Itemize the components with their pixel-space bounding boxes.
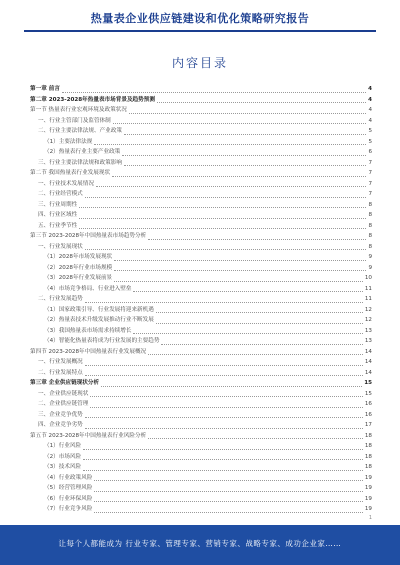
toc-entry[interactable] bbox=[30, 158, 372, 169]
toc-entry[interactable] bbox=[30, 200, 372, 211]
toc-entry[interactable] bbox=[30, 242, 372, 253]
toc-entry[interactable] bbox=[30, 368, 372, 379]
toc-entry-label: （1）2028年市场发展现状 bbox=[30, 252, 113, 263]
toc-entry-label: 第二节 我国热量表行业发展现状 bbox=[30, 168, 111, 179]
toc-entry-label: 二、行业发展趋势 bbox=[30, 294, 84, 305]
toc-entry[interactable] bbox=[30, 273, 372, 284]
toc-leader-dots bbox=[156, 309, 363, 313]
toc-entry-label: 三、企业竞争优势 bbox=[30, 410, 84, 421]
toc-entry[interactable] bbox=[30, 179, 372, 190]
toc-entry[interactable] bbox=[30, 357, 372, 368]
toc-entry-page: 19 bbox=[364, 483, 372, 494]
toc-entry-page: 5 bbox=[367, 126, 372, 137]
toc-entry-label: （3）2028年行业发展前景 bbox=[30, 273, 113, 284]
toc-entry-label: 第三章 企业供应链现状分析 bbox=[30, 378, 100, 389]
toc-entry[interactable] bbox=[30, 126, 372, 137]
toc-leader-dots bbox=[156, 320, 363, 324]
toc-entry[interactable] bbox=[30, 473, 372, 484]
toc-entry-page: 19 bbox=[364, 504, 372, 515]
toc-leader-dots bbox=[113, 120, 367, 124]
toc-entry[interactable] bbox=[30, 399, 372, 410]
toc-entry-label: （7）行业竞争风险 bbox=[30, 504, 93, 515]
toc-entry-page: 5 bbox=[367, 137, 372, 148]
toc-leader-dots bbox=[85, 299, 363, 303]
table-of-contents bbox=[30, 84, 372, 515]
toc-leader-dots bbox=[94, 477, 363, 481]
toc-entry-label: （4）市场竞争格局、行业进入壁垒 bbox=[30, 284, 132, 295]
toc-leader-dots bbox=[83, 467, 363, 471]
toc-chapter-entry[interactable] bbox=[30, 95, 372, 106]
toc-entry-label: （1）主要法律法规 bbox=[30, 137, 93, 148]
toc-entry-label: 第三节 2023-2028年中国热量表市场趋势分析 bbox=[30, 231, 147, 242]
toc-entry-label: （6）行业环保风险 bbox=[30, 494, 93, 505]
toc-entry-page: 4 bbox=[367, 116, 372, 127]
toc-entry-page: 16 bbox=[364, 410, 372, 421]
toc-entry-label: 第二章 2023-2028年热量表市场背景及趋势预测 bbox=[30, 95, 156, 106]
toc-entry[interactable] bbox=[30, 168, 372, 179]
toc-entry-page: 7 bbox=[367, 158, 372, 169]
toc-leader-dots bbox=[161, 341, 362, 345]
toc-leader-dots bbox=[114, 257, 366, 261]
toc-entry-page: 12 bbox=[364, 305, 372, 316]
toc-entry-label: 第五节 2023-2028年中国热量表行业风险分析 bbox=[30, 431, 147, 442]
toc-leader-dots bbox=[79, 225, 366, 229]
toc-leader-dots bbox=[124, 162, 367, 166]
toc-entry-page: 13 bbox=[364, 326, 372, 337]
toc-entry-page: 4 bbox=[367, 84, 372, 95]
toc-entry-label: 二、行业经营模式 bbox=[30, 189, 84, 200]
toc-entry-page: 4 bbox=[367, 105, 372, 116]
toc-entry-label: 三、行业主要法律法规和政策影响 bbox=[30, 158, 123, 169]
toc-leader-dots bbox=[85, 362, 363, 366]
toc-leader-dots bbox=[94, 498, 363, 502]
toc-entry-page: 17 bbox=[364, 420, 372, 431]
toc-entry[interactable] bbox=[30, 452, 372, 463]
toc-leader-dots bbox=[94, 509, 363, 513]
toc-entry-page: 4 bbox=[367, 95, 372, 106]
toc-leader-dots bbox=[101, 383, 362, 387]
header-divider bbox=[24, 30, 376, 32]
toc-leader-dots bbox=[85, 425, 363, 429]
toc-leader-dots bbox=[148, 435, 363, 439]
toc-leader-dots bbox=[148, 351, 363, 355]
toc-leader-dots bbox=[114, 278, 363, 282]
toc-entry-label: 三、行业周期性 bbox=[30, 200, 78, 211]
toc-leader-dots bbox=[85, 414, 363, 418]
footer-slogan: 让每个人都能成为 行业专家、管理专家、营销专家、战略专家、成功企业家…… bbox=[58, 539, 342, 548]
toc-entry[interactable] bbox=[30, 252, 372, 263]
toc-entry-label: 一、行业发展现状 bbox=[30, 242, 84, 253]
toc-entry-page: 15 bbox=[363, 378, 372, 389]
toc-entry[interactable] bbox=[30, 441, 372, 452]
toc-leader-dots bbox=[112, 173, 366, 177]
toc-entry-label: （2）2028年行业市场规模 bbox=[30, 263, 113, 274]
toc-entry-label: （3）技术风险 bbox=[30, 462, 82, 473]
toc-entry-label: 四、行业区域性 bbox=[30, 210, 78, 221]
toc-leader-dots bbox=[122, 152, 366, 156]
toc-entry-label: 第一章 前言 bbox=[30, 84, 61, 95]
toc-entry[interactable] bbox=[30, 326, 372, 337]
toc-leader-dots bbox=[96, 183, 366, 187]
toc-leader-dots bbox=[124, 131, 367, 135]
report-title: 热量表企业供应链建设和优化策略研究报告 bbox=[90, 12, 310, 25]
toc-entry-label: 第一节 热量表行业宏观环境及政策状况 bbox=[30, 105, 128, 116]
footer-banner bbox=[0, 525, 400, 565]
toc-leader-dots bbox=[94, 141, 366, 145]
toc-entry[interactable] bbox=[30, 410, 372, 421]
toc-entry-page: 7 bbox=[367, 189, 372, 200]
toc-entry-label: 四、企业竞争劣势 bbox=[30, 420, 84, 431]
toc-leader-dots bbox=[85, 246, 367, 250]
toc-entry[interactable] bbox=[30, 483, 372, 494]
toc-entry-page: 14 bbox=[364, 347, 372, 358]
toc-entry-label: 第四节 2023-2028年中国热量表行业发展概况 bbox=[30, 347, 147, 358]
toc-entry-label: 一、行业发展概况 bbox=[30, 357, 84, 368]
toc-entry-page: 8 bbox=[367, 221, 372, 232]
toc-entry[interactable] bbox=[30, 294, 372, 305]
toc-entry-page: 14 bbox=[364, 368, 372, 379]
toc-entry-label: 二、企业供应链管理 bbox=[30, 399, 89, 410]
toc-entry[interactable] bbox=[30, 284, 372, 295]
toc-leader-dots bbox=[90, 393, 363, 397]
toc-leader-dots bbox=[62, 89, 366, 93]
toc-leader-dots bbox=[85, 372, 363, 376]
toc-entry-label: 一、行业主管部门及监管体制 bbox=[30, 116, 112, 127]
toc-entry-page: 9 bbox=[367, 263, 372, 274]
page-number: 1 bbox=[368, 515, 372, 521]
toc-entry[interactable] bbox=[30, 336, 372, 347]
toc-entry[interactable] bbox=[30, 210, 372, 221]
toc-entry-label: 二、行业主要法律法规、产业政策 bbox=[30, 126, 123, 137]
toc-entry-label: 一、行业技术发展情况 bbox=[30, 179, 95, 190]
toc-entry-label: （3）我国热量表市场需求持续增长 bbox=[30, 326, 132, 337]
toc-entry-label: （1）行业风险 bbox=[30, 441, 82, 452]
toc-leader-dots bbox=[83, 446, 363, 450]
toc-entry[interactable] bbox=[30, 389, 372, 400]
toc-entry-page: 19 bbox=[364, 473, 372, 484]
toc-heading: 内容目录 bbox=[171, 56, 228, 70]
toc-entry[interactable] bbox=[30, 431, 372, 442]
toc-leader-dots bbox=[114, 267, 366, 271]
toc-entry-label: 一、企业供应链现状 bbox=[30, 389, 89, 400]
toc-entry-page: 18 bbox=[364, 441, 372, 452]
toc-entry-label: （2）热量表行业主要产业政策 bbox=[30, 147, 121, 158]
toc-entry-label: （2）热量表技术升级发展推动行业不断发展 bbox=[30, 315, 155, 326]
toc-entry-page: 13 bbox=[364, 336, 372, 347]
toc-entry-page: 8 bbox=[367, 231, 372, 242]
toc-entry-page: 10 bbox=[364, 273, 372, 284]
toc-entry-page: 18 bbox=[364, 462, 372, 473]
toc-entry[interactable] bbox=[30, 137, 372, 148]
toc-entry-label: （5）经营管理风险 bbox=[30, 483, 93, 494]
toc-entry-page: 12 bbox=[364, 315, 372, 326]
toc-entry[interactable] bbox=[30, 147, 372, 158]
toc-leader-dots bbox=[129, 110, 367, 114]
toc-leader-dots bbox=[133, 330, 362, 334]
toc-leader-dots bbox=[79, 215, 366, 219]
toc-entry-page: 7 bbox=[367, 168, 372, 179]
toc-entry-page: 18 bbox=[364, 452, 372, 463]
toc-leader-dots bbox=[83, 456, 363, 460]
toc-entry-page: 8 bbox=[367, 242, 372, 253]
toc-entry[interactable] bbox=[30, 347, 372, 358]
toc-entry-page: 8 bbox=[367, 200, 372, 211]
toc-entry-page: 8 bbox=[367, 210, 372, 221]
toc-entry[interactable] bbox=[30, 221, 372, 232]
toc-entry-label: 二、行业发展特点 bbox=[30, 368, 84, 379]
toc-entry-page: 18 bbox=[364, 431, 372, 442]
toc-leader-dots bbox=[79, 204, 366, 208]
toc-entry-label: （1）国家政策引导、行业发展将迎来新机遇 bbox=[30, 305, 155, 316]
report-header bbox=[0, 0, 400, 38]
toc-leader-dots bbox=[157, 99, 366, 103]
toc-entry-label: （2）市场风险 bbox=[30, 452, 82, 463]
toc-entry[interactable] bbox=[30, 189, 372, 200]
toc-entry-page: 7 bbox=[367, 179, 372, 190]
toc-entry[interactable] bbox=[30, 263, 372, 274]
toc-entry-label: 五、行业季节性 bbox=[30, 221, 78, 232]
toc-entry[interactable] bbox=[30, 231, 372, 242]
toc-entry-page: 6 bbox=[367, 147, 372, 158]
toc-entry-page: 19 bbox=[364, 494, 372, 505]
toc-leader-dots bbox=[148, 236, 366, 240]
toc-entry[interactable] bbox=[30, 315, 372, 326]
toc-entry-page: 15 bbox=[364, 389, 372, 400]
toc-chapter-entry[interactable] bbox=[30, 378, 372, 389]
toc-entry-page: 11 bbox=[364, 294, 372, 305]
toc-leader-dots bbox=[94, 488, 363, 492]
toc-entry-label: （4）行业政策风险 bbox=[30, 473, 93, 484]
toc-entry[interactable] bbox=[30, 504, 372, 515]
toc-entry[interactable] bbox=[30, 105, 372, 116]
toc-entry-page: 14 bbox=[364, 357, 372, 368]
toc-entry[interactable] bbox=[30, 494, 372, 505]
toc-entry[interactable] bbox=[30, 420, 372, 431]
toc-leader-dots bbox=[133, 288, 362, 292]
toc-entry[interactable] bbox=[30, 305, 372, 316]
toc-leader-dots bbox=[90, 404, 363, 408]
toc-chapter-entry[interactable] bbox=[30, 84, 372, 95]
toc-entry-page: 11 bbox=[364, 284, 372, 295]
toc-entry[interactable] bbox=[30, 116, 372, 127]
toc-leader-dots bbox=[85, 194, 367, 198]
toc-entry-label: （4）智能化热量表将成为行业发展的主要趋势 bbox=[30, 336, 160, 347]
toc-entry[interactable] bbox=[30, 462, 372, 473]
toc-entry-page: 16 bbox=[364, 399, 372, 410]
toc-entry-page: 9 bbox=[367, 252, 372, 263]
